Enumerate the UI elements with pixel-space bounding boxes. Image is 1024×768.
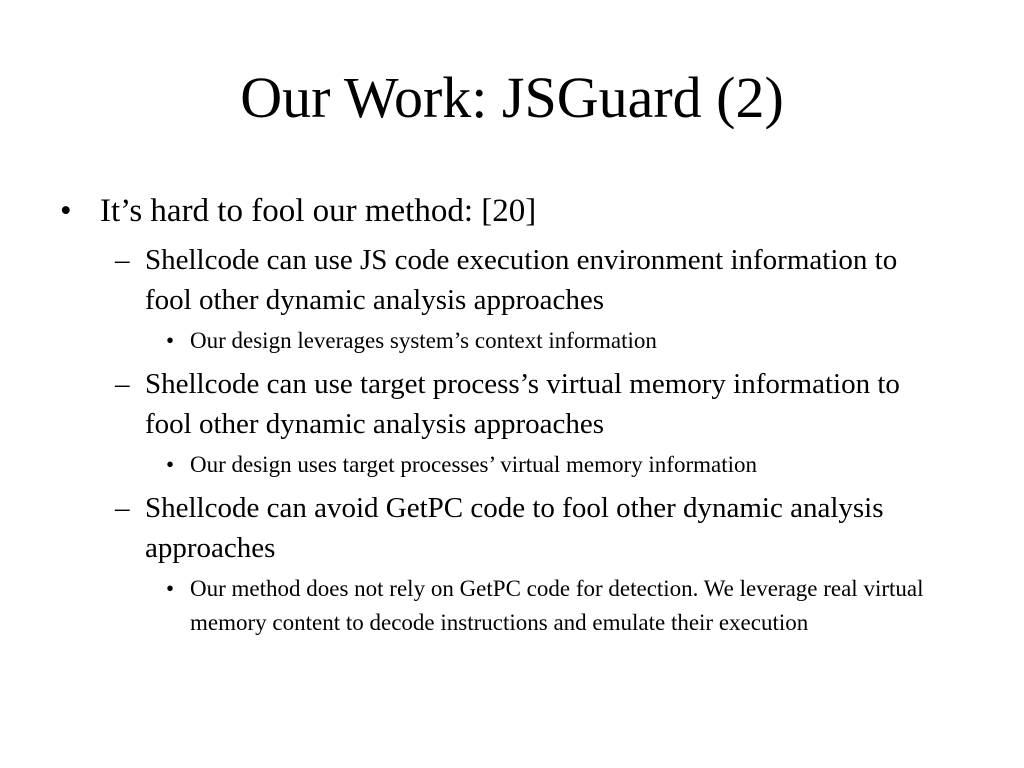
slide-title: Our Work: JSGuard (2) [240,65,784,130]
bullet-text: Shellcode can use target process’s virtual memory information to fool other dynamic analysis approaches [145,368,900,440]
bullet-marker: • [60,193,72,229]
bullet-text: Shellcode can use JS code execution environment information to fool other dynamic analysis approaches [145,244,898,316]
bullet-text: It’s hard to fool our method: [20] [100,193,537,229]
bullet-level2 [115,364,945,444]
bullet-level3 [166,448,930,482]
dash-marker: – [115,244,130,276]
bullet-level1 [60,190,960,232]
bullet-level3 [166,324,930,358]
bullet-text: Shellcode can avoid GetPC code to fool other dynamic analysis approaches [145,492,884,564]
bullet-marker: • [166,452,175,477]
dash-marker: – [115,492,130,524]
bullet-text: Our design uses target processes’ virtual memory information [190,452,757,477]
bullet-marker: • [166,328,175,353]
dash-marker: – [115,368,130,400]
bullet-text: Our method does not rely on GetPC code for detection. We leverage real virtual memory content to decode instructions and emulate their execution [190,576,924,635]
bullet-level2 [115,488,945,568]
bullet-text: Our design leverages system’s context information [190,328,657,353]
slide-body [0,190,1024,644]
bullet-level3 [166,572,930,640]
bullet-marker: • [166,576,175,601]
bullet-level2 [115,240,945,320]
